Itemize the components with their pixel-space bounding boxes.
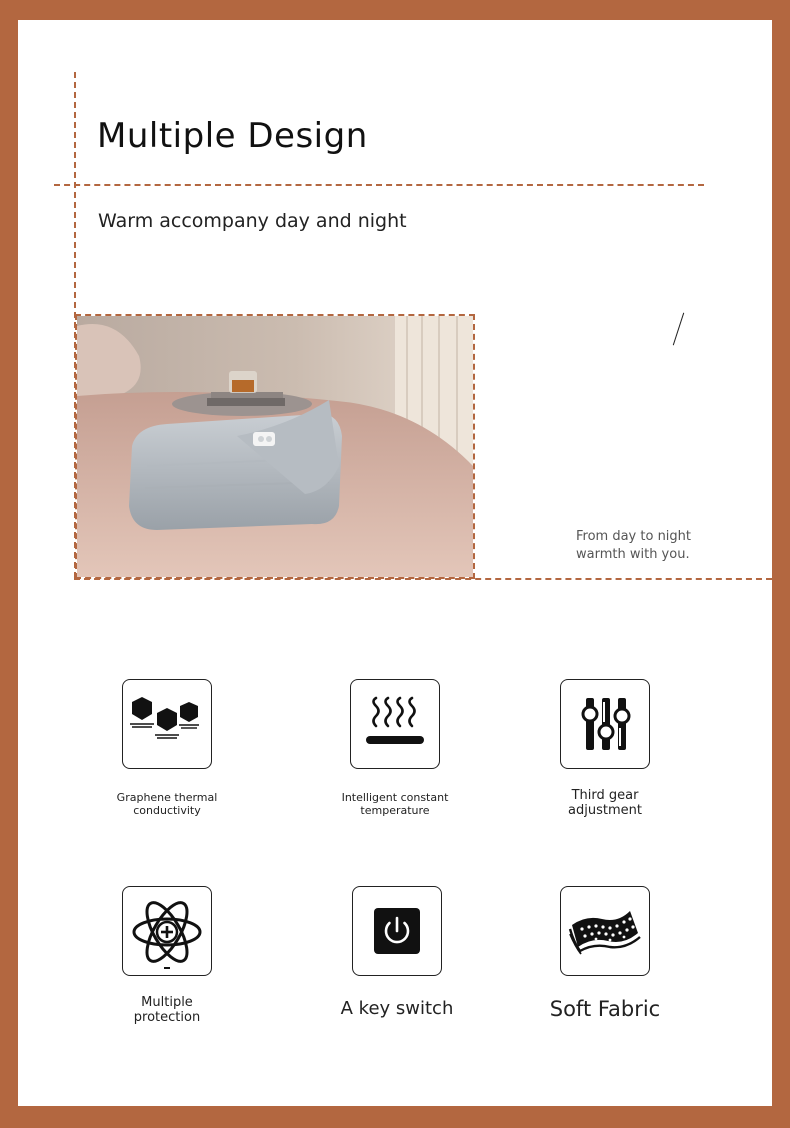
page-subtitle: Warm accompany day and night (98, 210, 407, 232)
feature-icon-box (560, 679, 650, 769)
feature-label (295, 791, 495, 817)
atom-protection-icon (130, 892, 204, 970)
feature-graphene (67, 679, 267, 817)
feature-label-line-1: Intelligent constant (341, 791, 449, 804)
feature-label-line-2: adjustment (568, 803, 642, 818)
heat-waves-icon (362, 696, 428, 752)
page-title: Multiple Design (97, 116, 368, 156)
feature-label (297, 998, 497, 1020)
feature-label (67, 791, 267, 817)
folded-grey-electric-blanket-on-bed-photo (77, 316, 473, 577)
blanket-photo (75, 314, 475, 579)
feature-label-line-1: Graphene thermal (116, 791, 218, 804)
feature-label (505, 788, 705, 818)
feature-icon-box (560, 886, 650, 976)
caption-line-2: warmth with you. (576, 547, 690, 562)
feature-label (67, 995, 267, 1025)
feature-icon-box (352, 886, 442, 976)
feature-third-gear (505, 679, 705, 818)
soft-fabric-icon (566, 903, 644, 959)
feature-constant-temperature (295, 679, 495, 817)
feature-label-line-2: conductivity (133, 804, 201, 817)
caption-line-1: From day to night (576, 529, 692, 544)
feature-multiple-protection (67, 886, 267, 1025)
feature-label-line-1: Soft Fabric (549, 997, 661, 1021)
decorative-slash (673, 313, 684, 346)
title-dashed-line (54, 184, 704, 186)
power-button-icon (372, 906, 422, 956)
hero-caption (576, 528, 736, 564)
feature-label (505, 997, 705, 1021)
feature-icon-box (122, 679, 212, 769)
feature-soft-fabric (505, 886, 705, 1021)
graphene-hexagons-icon (127, 694, 207, 754)
feature-icon-box (350, 679, 440, 769)
feature-label-line-2: temperature (360, 804, 430, 817)
feature-key-switch (297, 886, 497, 1020)
feature-label-line-1: Third gear (571, 788, 639, 803)
content-card (18, 20, 772, 1106)
feature-label-line-1: A key switch (340, 998, 454, 1019)
feature-label-line-1: Multiple (141, 995, 193, 1010)
feature-label-line-2: protection (133, 1010, 201, 1025)
slider-controls-icon (572, 694, 638, 754)
feature-icon-box (122, 886, 212, 976)
